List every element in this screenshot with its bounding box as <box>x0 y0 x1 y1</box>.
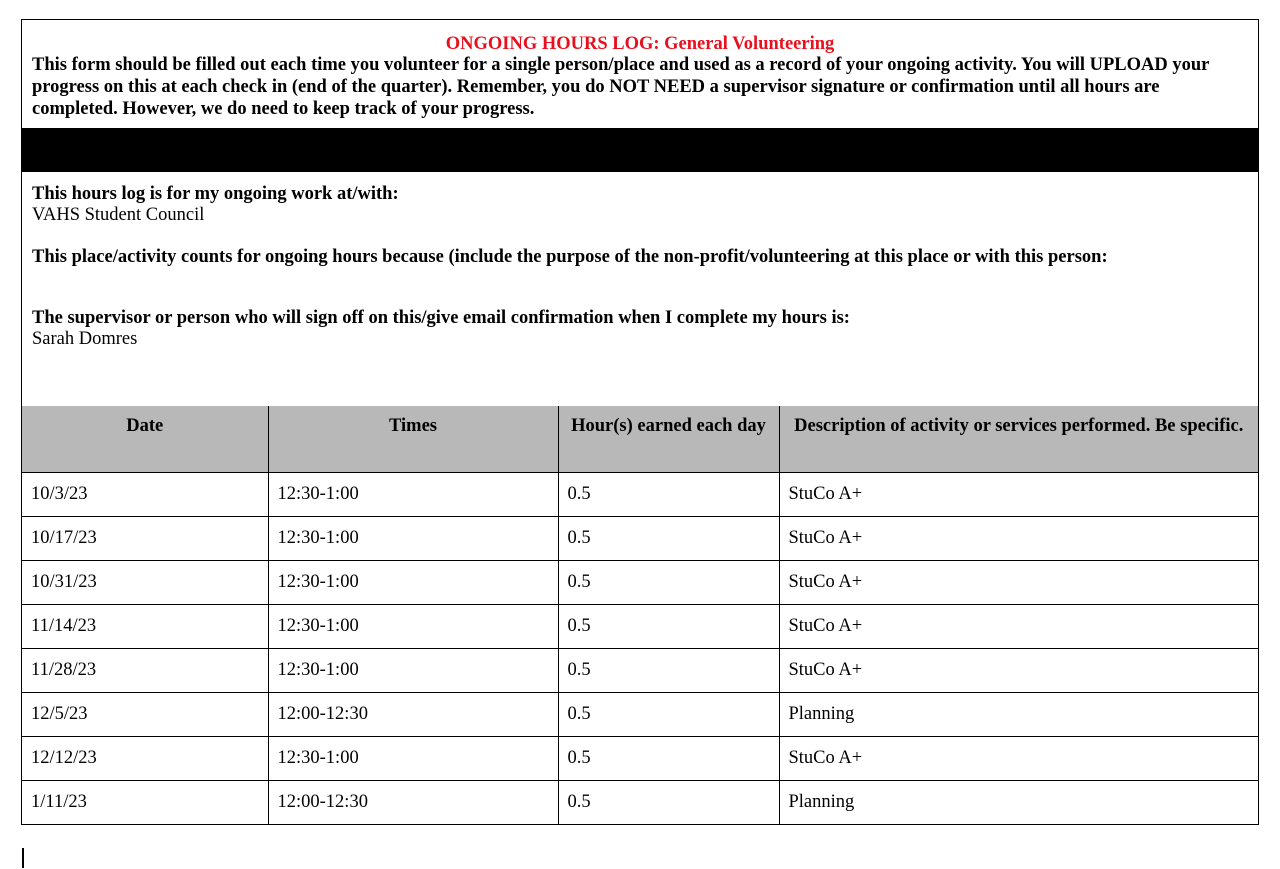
black-divider-bar <box>22 128 1258 172</box>
form-title: ONGOING HOURS LOG: General Volunteering <box>445 34 835 54</box>
cell-description[interactable]: Planning <box>779 780 1258 824</box>
cell-hours[interactable]: 0.5 <box>558 780 779 824</box>
cell-times[interactable]: 12:30-1:00 <box>268 604 558 648</box>
cell-date[interactable]: 11/28/23 <box>22 648 268 692</box>
text-cursor <box>22 848 24 868</box>
header-hours[interactable]: Hour(s) earned each day <box>558 406 779 472</box>
table-row <box>22 560 1258 604</box>
work-value[interactable]: VAHS Student Council <box>32 205 205 225</box>
cell-hours[interactable]: 0.5 <box>558 516 779 560</box>
cell-date[interactable]: 1/11/23 <box>22 780 268 824</box>
cell-hours[interactable]: 0.5 <box>558 472 779 516</box>
cell-hours[interactable]: 0.5 <box>558 560 779 604</box>
table-row <box>22 648 1258 692</box>
work-label: This hours log is for my ongoing work at/with: <box>32 184 399 204</box>
cell-hours[interactable]: 0.5 <box>558 736 779 780</box>
cell-times[interactable]: 12:30-1:00 <box>268 648 558 692</box>
info-section <box>22 172 1258 406</box>
cell-times[interactable]: 12:30-1:00 <box>268 560 558 604</box>
table-row <box>22 736 1258 780</box>
header-date[interactable]: Date <box>22 406 268 472</box>
table-row <box>22 472 1258 516</box>
cell-description[interactable]: StuCo A+ <box>779 648 1258 692</box>
table-row <box>22 516 1258 560</box>
cell-hours[interactable]: 0.5 <box>558 648 779 692</box>
form-instructions[interactable]: This form should be filled out each time you volunteer for a single person/place and used as a record of your ongoing activity. You will UPLOAD your progress on this at each check in (end of the quarter). Remember, you do NOT NEED a supervisor signature or confirmation until all hours are completed. However, we do need to keep track of your progress. <box>32 55 1210 119</box>
cell-description[interactable]: StuCo A+ <box>779 472 1258 516</box>
cell-hours[interactable]: 0.5 <box>558 692 779 736</box>
cell-times[interactable]: 12:00-12:30 <box>268 780 558 824</box>
table-row <box>22 692 1258 736</box>
header-times[interactable]: Times <box>268 406 558 472</box>
cell-date[interactable]: 10/31/23 <box>22 560 268 604</box>
cell-hours[interactable]: 0.5 <box>558 604 779 648</box>
cell-description[interactable]: Planning <box>779 692 1258 736</box>
cell-times[interactable]: 12:30-1:00 <box>268 472 558 516</box>
header-description[interactable]: Description of activity or services performed. Be specific. <box>779 406 1258 472</box>
cell-times[interactable]: 12:00-12:30 <box>268 692 558 736</box>
table-header-row <box>22 406 1258 472</box>
cell-date[interactable]: 12/12/23 <box>22 736 268 780</box>
supervisor-value[interactable]: Sarah Domres <box>32 329 138 349</box>
hours-table <box>22 406 1258 824</box>
supervisor-label: The supervisor or person who will sign off on this/give email confirmation when I complete my hours is: <box>32 308 850 328</box>
cell-description[interactable]: StuCo A+ <box>779 736 1258 780</box>
cell-times[interactable]: 12:30-1:00 <box>268 516 558 560</box>
cell-times[interactable]: 12:30-1:00 <box>268 736 558 780</box>
cell-date[interactable]: 10/3/23 <box>22 472 268 516</box>
cell-description[interactable]: StuCo A+ <box>779 604 1258 648</box>
cell-description[interactable]: StuCo A+ <box>779 560 1258 604</box>
cell-date[interactable]: 11/14/23 <box>22 604 268 648</box>
hours-log-form <box>21 19 1259 825</box>
cell-date[interactable]: 10/17/23 <box>22 516 268 560</box>
cell-description[interactable]: StuCo A+ <box>779 516 1258 560</box>
table-row <box>22 780 1258 824</box>
cell-date[interactable]: 12/5/23 <box>22 692 268 736</box>
reason-label: This place/activity counts for ongoing hours because (include the purpose of the non-profit/volunteering at this place or with this person: <box>32 247 1108 267</box>
table-row <box>22 604 1258 648</box>
form-header <box>22 20 1258 128</box>
